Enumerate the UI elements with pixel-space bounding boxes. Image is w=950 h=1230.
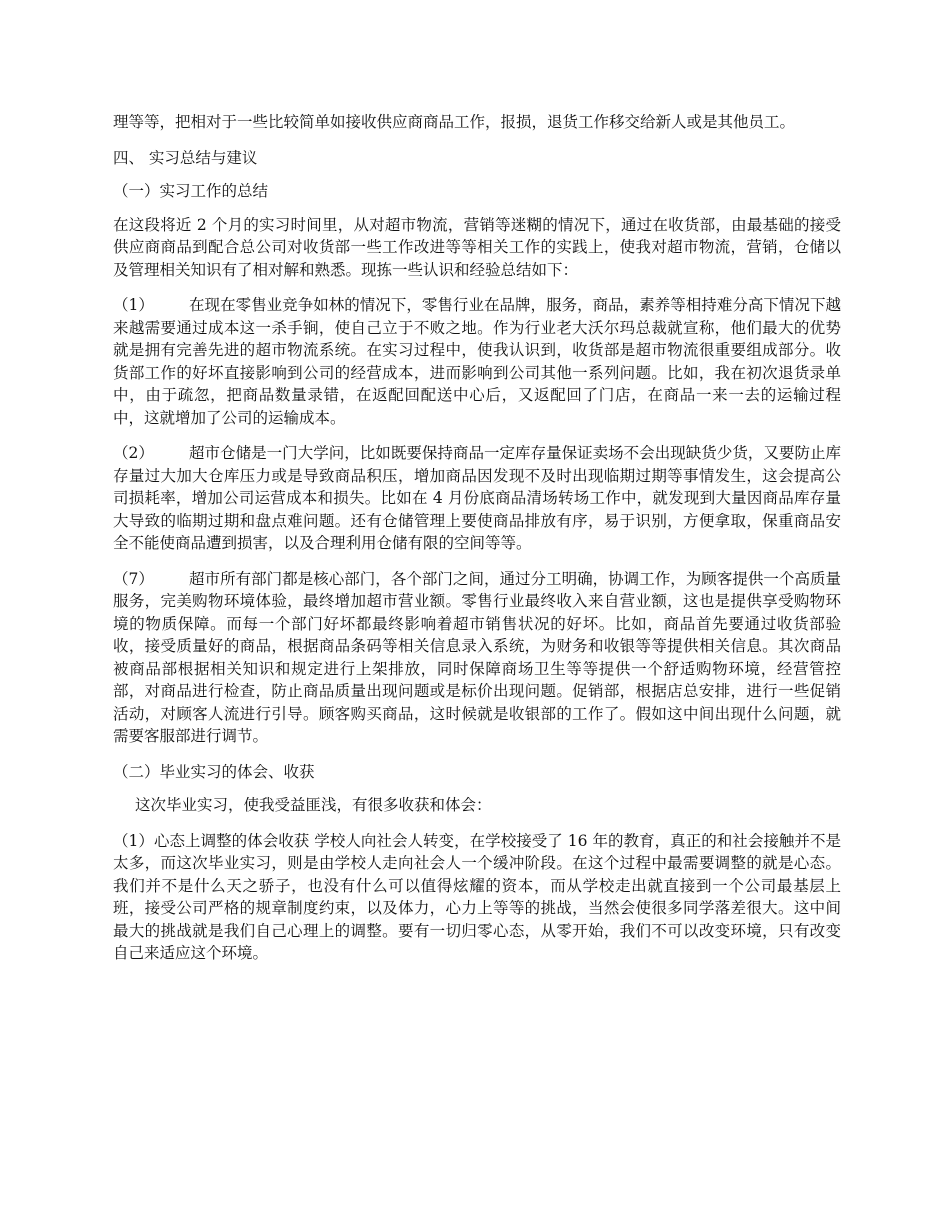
item-text: 在现在零售业竞争如林的情况下，零售行业在品牌，服务，商品，素养等相持难分高下情况下越来越需要通过成本这一杀手锏，使自己立于不败之地。作为行业老大沃尔玛总裁就宣称，他们最大的优势就是拥有完善先进的超市物流系统。在实习过程中，使我认识到，收货部是超市物流很重要组成部分。收货部工作的好坏直接影响到公司的经营成本，进而影响到公司其他一系列问题。比如，我在初次退货录单中，由于疏忽，把商品数量录错，在返配回配送中心后，又返配回了门店，在商品一来一去的运输过程中，这就增加了公司的运输成本。 [113,296,841,427]
item-number: （7） [113,569,154,588]
numbered-paragraph-1 [113,294,841,429]
continuation-paragraph: 理等等，把相对于一些比较简单如接收供应商商品工作，报损，退货工作移交给新人或是其他员工。 [113,113,796,131]
intro-paragraph: 在这段将近 2 个月的实习时间里，从对超市物流，营销等迷糊的情况下，通过在收货部，由最基础的接受供应商商品到配合总公司对收货部一些工作改进等等相关工作的实践上，使我对超市物流，营销，仓储以及管理相关知识有了相对解和熟悉。现拣一些认识和经验总结如下： [113,215,841,279]
subsection-heading-2: （二）毕业实习的体会、收获 [113,762,315,781]
subsection-intro-paragraph: 这次毕业实习，使我受益匪浅，有很多收获和体会： [135,796,492,814]
mindset-paragraph: （1）心态上调整的体会收获 学校人向社会人转变，在学校接受了 16 年的教育，真正的和社会接触并不是太多，而这次毕业实习，则是由学校人走向社会人一个缓冲阶段。在这个过程中最需要调整的就是心态。我们并不是什么天之骄子，也没有什么可以值得炫耀的资本，而从学校走出就直接到一个公司最基层上班，接受公司严格的规章制度约束，以及体力，心力上等等的挑战，当然会使很多同学落差很大。这中间最大的挑战就是我们自己心理上的调整。要有一切归零心态，从零开始，我们不可以改变环境，只有改变自己来适应这个环境。 [113,831,841,962]
document-page [113,111,841,978]
numbered-paragraph-2 [113,442,841,555]
item-text: 超市所有部门都是核心部门，各个部门之间，通过分工明确，协调工作，为顾客提供一个高质量服务，完美购物环境体验，最终增加超市营业额。零售行业最终收入来自营业额，这也是提供享受购物环境的物质保障。而每一个部门好坏都最终影响着超市销售状况的好坏。比如，商品首先要通过收货部验收，接受质量好的商品，根据商品条码等相关信息录入系统，为财务和收银等等提供相关信息。其次商品被商品部根据相关知识和规定进行上架排放，同时保障商场卫生等等提供一个舒适购物环境，经营管控部，对商品进行检查，防止商品质量出现问题或是标价出现问题。促销部，根据店总安排，进行一些促销活动，对顾客人流进行引导。顾客购买商品，这时候就是收银部的工作了。假如这中间出现什么问题，就需要客服部进行调节。 [113,569,841,745]
section-heading-4: 四、 实习总结与建议 [113,148,258,167]
item-number: （2） [113,444,154,462]
item-number: （1） [113,296,154,314]
item-text: 超市仓储是一门大学问，比如既要保持商品一定库存量保证卖场不会出现缺货少货，又要防止库存量过大加大仓库压力或是导致商品积压，增加商品因发现不及时出现临期过期等事情发生，这会提高公司损耗率，增加公司运营成本和损失。比如在 4 月份底商品清场转场工作中，就发现到大量因商品库存量大导致的临期过期和盘点难问题。还有仓储管理上要使商品排放有序，易于识别，方便拿取，保重商品安全不能使商品遭到损害，以及合理利用仓储有限的空间等等。 [113,444,841,552]
subsection-heading-1: （一）实习工作的总结 [113,182,269,200]
numbered-paragraph-7 [113,568,841,748]
